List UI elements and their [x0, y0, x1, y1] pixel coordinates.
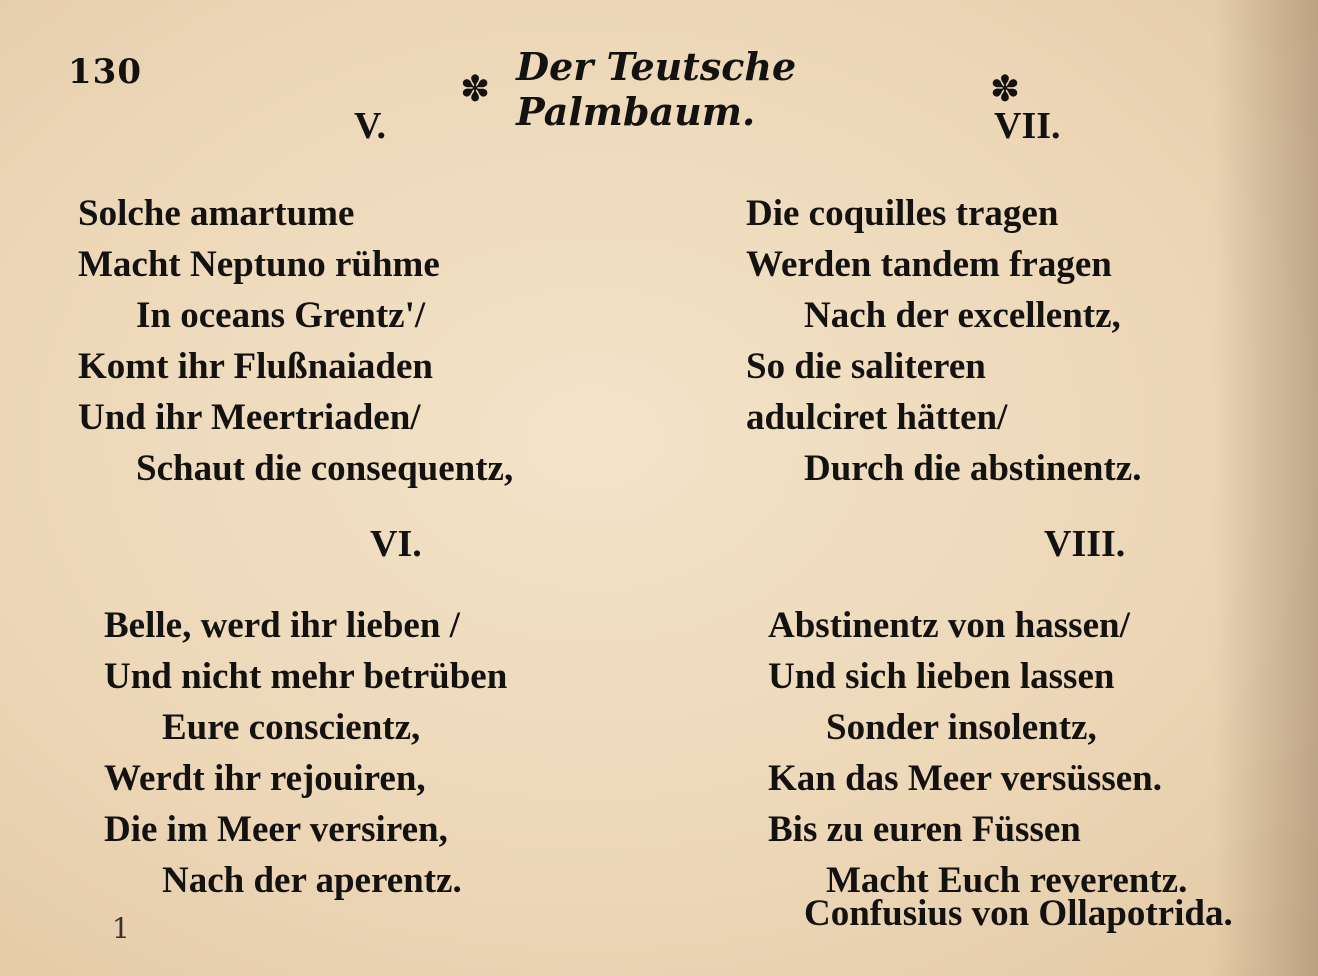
verse-line: Schaut die consequentz, — [136, 448, 514, 489]
verse-line: Sonder insolentz, — [826, 707, 1097, 748]
stanza-vi — [104, 600, 507, 906]
verse-line: Bis zu euren Füssen — [768, 809, 1081, 850]
verse-line: Solche amartume — [78, 193, 355, 234]
running-head — [460, 44, 1020, 134]
ornament-left-icon: ✽ — [460, 68, 491, 110]
stanza-number-viii: VIII. — [1044, 523, 1126, 565]
stanza-number-vi: VI. — [370, 523, 422, 565]
stanza-number-v: V. — [354, 105, 387, 147]
verse-line: Und nicht mehr betrüben — [104, 656, 508, 697]
stanza-vii — [746, 188, 1141, 494]
verse-line: Die im Meer versiren, — [104, 809, 448, 850]
verse-line: adulciret hätten/ — [746, 397, 1008, 438]
stanza-v — [78, 188, 513, 494]
verse-line: Belle, werd ihr lieben / — [104, 605, 460, 646]
verse-line: Durch die abstinentz. — [804, 448, 1142, 489]
verse-line: Komt ihr Flußnaiaden — [78, 346, 434, 387]
author-signature: Confusius von Ollapotrida. — [804, 893, 1233, 934]
verse-line: Und sich lieben lassen — [768, 656, 1115, 697]
stanza-viii — [768, 600, 1187, 906]
verse-line: Und ihr Meertriaden/ — [78, 397, 421, 438]
page-number: 130 — [68, 52, 142, 92]
verse-line: Eure conscientz, — [162, 707, 421, 748]
verse-line: Macht Neptuno rühme — [78, 244, 440, 285]
running-title: Der Teutsche Palmbaum. — [516, 44, 797, 134]
verse-line: Nach der aperentz. — [162, 860, 462, 901]
margin-mark: 1 — [112, 912, 130, 945]
verse-line: Werdt ihr rejouiren, — [104, 758, 426, 799]
verse-line: Werden tandem fragen — [746, 244, 1112, 285]
verse-line: Die coquilles tragen — [746, 193, 1059, 234]
ornament-right-icon: ✽ — [989, 68, 1020, 110]
verse-line: So die saliteren — [746, 346, 986, 387]
verse-line: Nach der excellentz, — [804, 295, 1121, 336]
verse-line: Kan das Meer versüssen. — [768, 758, 1162, 799]
stanza-number-vii: VII. — [994, 105, 1061, 147]
verse-line: Macht Euch reverentz. — [826, 860, 1188, 901]
verse-line: In oceans Grentz'/ — [136, 295, 426, 336]
verse-line: Abstinentz von hassen/ — [768, 605, 1130, 646]
